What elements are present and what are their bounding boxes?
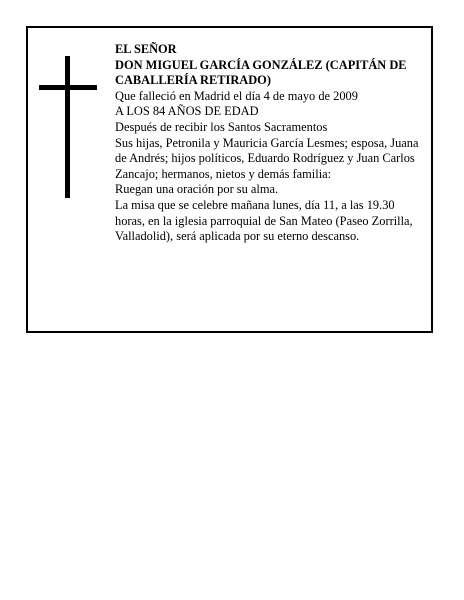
cross-icon <box>39 56 97 198</box>
family-paragraph: Sus hijas, Petronila y Mauricia García Lesmes; esposa, Juana de Andrés; hijos políticos, Eduardo Rodríguez y Juan Carlos Zancajo; hermanos, nietos y demás familia: <box>115 135 419 181</box>
cross-vertical-bar <box>65 56 70 198</box>
notice-title: EL SEÑOR <box>115 42 177 56</box>
sacraments-line: Después de recibir los Santos Sacramentos <box>115 119 328 134</box>
obituary-notice-frame <box>26 26 433 333</box>
obituary-text <box>115 42 427 245</box>
cross-horizontal-bar <box>39 85 97 90</box>
prayer-request: Ruegan una oración por su alma. <box>115 182 279 197</box>
death-info: Que falleció en Madrid el día 4 de mayo de 2009 <box>115 88 358 103</box>
deceased-name: DON MIGUEL GARCÍA GONZÁLEZ (CAPITÁN DE CABALLERÍA RETIRADO) <box>115 57 407 88</box>
mass-info: La misa que se celebre mañana lunes, día 11, a las 19.30 horas, en la iglesia parroquial de San Mateo (Paseo Zorrilla, Valladolid), será aplicada por su eterno descanso. <box>115 197 413 244</box>
age-line: A LOS 84 AÑOS DE EDAD <box>115 104 259 119</box>
